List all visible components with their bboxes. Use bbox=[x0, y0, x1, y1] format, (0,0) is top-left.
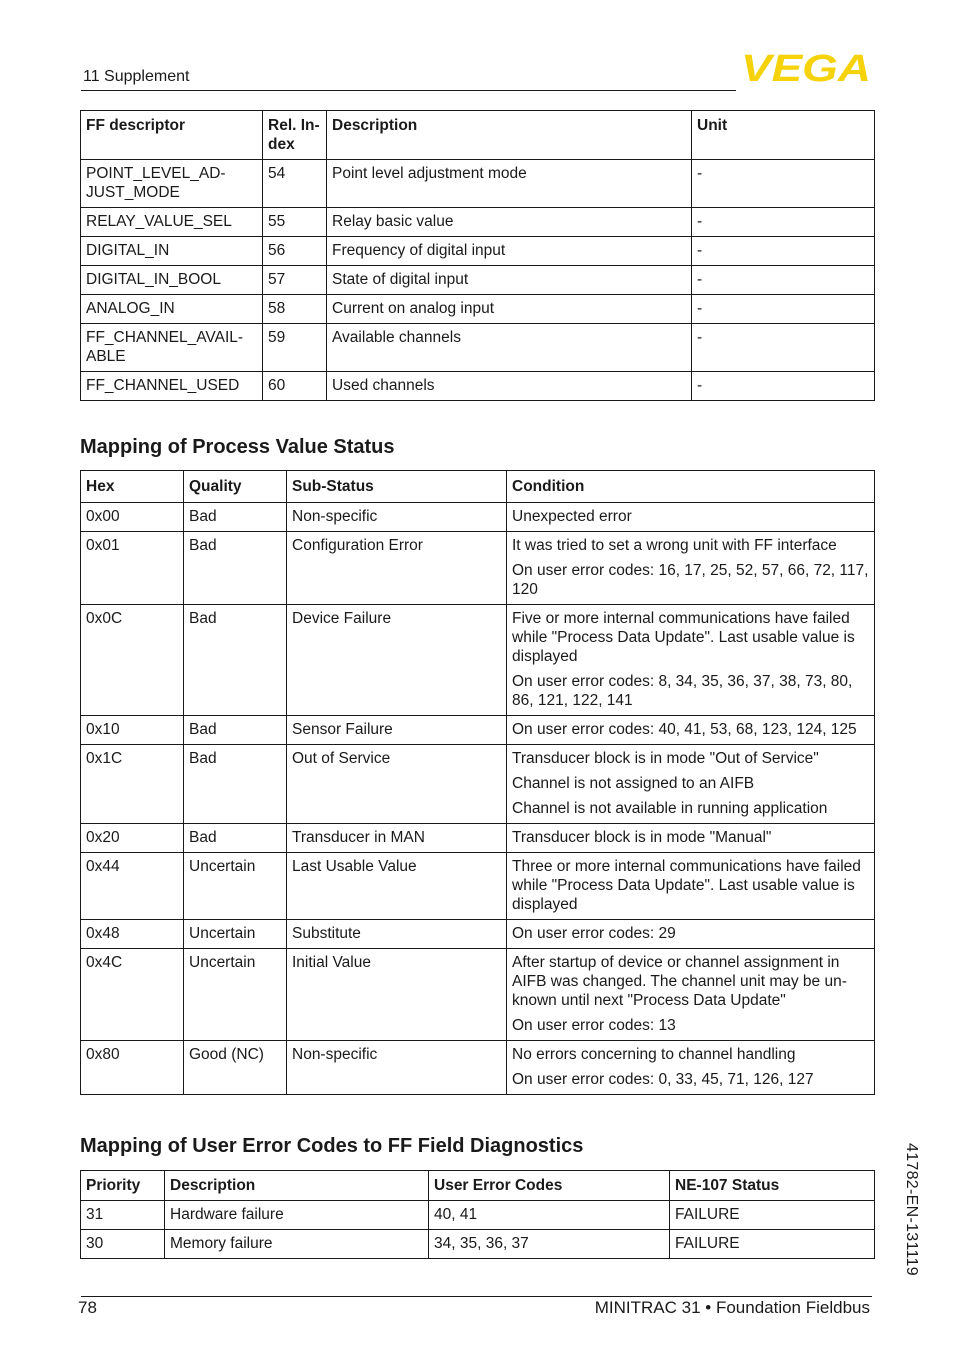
condition-cell bbox=[507, 716, 875, 745]
table-row bbox=[81, 605, 875, 716]
hex-cell: 0x10 bbox=[81, 716, 184, 745]
condition-cell bbox=[507, 532, 875, 605]
condition-line: Three or more internal communications have failed while "Process Data Update". Last usable value is displayed bbox=[512, 858, 861, 913]
hex-cell: 0x20 bbox=[81, 824, 184, 853]
table-row bbox=[81, 324, 875, 372]
hex-cell: 0x00 bbox=[81, 503, 184, 532]
hex-cell: 0x80 bbox=[81, 1041, 184, 1095]
section-label: 11 Supplement bbox=[83, 68, 190, 85]
product-name: MINITRAC 31 • Foundation Fieldbus bbox=[594, 1298, 870, 1317]
quality-cell: Bad bbox=[184, 605, 287, 716]
condition-line: No errors concerning to channel handling bbox=[512, 1046, 796, 1063]
error-codes-cell: 34, 35, 36, 37 bbox=[429, 1230, 670, 1259]
table-row bbox=[81, 920, 875, 949]
document-code: 41782-EN-131119 bbox=[903, 1143, 920, 1276]
hex-cell: 0x01 bbox=[81, 532, 184, 605]
table-row bbox=[81, 824, 875, 853]
table-row bbox=[81, 716, 875, 745]
condition-cell bbox=[507, 824, 875, 853]
description-cell: Relay basic value bbox=[327, 208, 692, 237]
index-cell: 54 bbox=[263, 160, 327, 208]
column-header: Quality bbox=[184, 471, 287, 503]
condition-line: Five or more internal communications have failed while "Process Data Update". Last usable value is displayed bbox=[512, 610, 855, 665]
unit-cell: - bbox=[692, 324, 875, 372]
condition-line: Channel is not available in running application bbox=[512, 800, 828, 817]
descriptor-cell: ANALOG_IN bbox=[81, 295, 263, 324]
condition-cell bbox=[507, 503, 875, 532]
substatus-cell: Initial Value bbox=[287, 949, 507, 1041]
descriptor-cell: DIGITAL_IN_BOOL bbox=[81, 266, 263, 295]
quality-cell: Uncertain bbox=[184, 853, 287, 920]
table-row bbox=[81, 532, 875, 605]
quality-cell: Bad bbox=[184, 532, 287, 605]
substatus-cell: Sensor Failure bbox=[287, 716, 507, 745]
condition-line: On user error codes: 29 bbox=[512, 925, 676, 942]
descriptor-cell: FF_CHANNEL_USED bbox=[81, 372, 263, 401]
hex-cell: 0x44 bbox=[81, 853, 184, 920]
process-value-status-table bbox=[80, 470, 875, 1095]
substatus-cell: Transducer in MAN bbox=[287, 824, 507, 853]
column-header: FF descriptor bbox=[81, 111, 263, 160]
unit-cell: - bbox=[692, 266, 875, 295]
priority-cell: 30 bbox=[81, 1230, 165, 1259]
condition-line: Channel is not assigned to an AIFB bbox=[512, 775, 755, 792]
page-number: 78 bbox=[78, 1298, 97, 1317]
condition-line: On user error codes: 40, 41, 53, 68, 123, 124, 125 bbox=[512, 721, 857, 738]
substatus-cell: Device Failure bbox=[287, 605, 507, 716]
column-header: NE-107 Status bbox=[670, 1171, 875, 1201]
hex-cell: 0x1C bbox=[81, 745, 184, 824]
table-row bbox=[81, 372, 875, 401]
condition-cell bbox=[507, 605, 875, 716]
table-row bbox=[81, 295, 875, 324]
condition-line: On user error codes: 8, 34, 35, 36, 37, 38, 73, 80, 86, 121, 122, 141 bbox=[512, 673, 853, 709]
quality-cell: Good (NC) bbox=[184, 1041, 287, 1095]
column-header: Sub-Status bbox=[287, 471, 507, 503]
table-row bbox=[81, 853, 875, 920]
table-row bbox=[81, 1230, 875, 1259]
vega-logo bbox=[740, 50, 872, 84]
unit-cell: - bbox=[692, 295, 875, 324]
description-cell: Hardware failure bbox=[165, 1201, 429, 1230]
column-header: Priority bbox=[81, 1171, 165, 1201]
substatus-cell: Last Usable Value bbox=[287, 853, 507, 920]
index-cell: 58 bbox=[263, 295, 327, 324]
condition-line: Unexpected error bbox=[512, 508, 632, 525]
column-header: Rel. In- dex bbox=[263, 111, 327, 160]
unit-cell: - bbox=[692, 208, 875, 237]
index-cell: 60 bbox=[263, 372, 327, 401]
column-header: Condition bbox=[507, 471, 875, 503]
unit-cell: - bbox=[692, 160, 875, 208]
ne107-status-cell: FAILURE bbox=[670, 1201, 875, 1230]
priority-cell: 31 bbox=[81, 1201, 165, 1230]
hex-cell: 0x48 bbox=[81, 920, 184, 949]
quality-cell: Bad bbox=[184, 716, 287, 745]
substatus-cell: Non-specific bbox=[287, 1041, 507, 1095]
ff-descriptor-table bbox=[80, 110, 875, 401]
description-cell: Used channels bbox=[327, 372, 692, 401]
substatus-cell: Non-specific bbox=[287, 503, 507, 532]
table-row bbox=[81, 266, 875, 295]
section-heading: Mapping of Process Value Status bbox=[80, 436, 395, 458]
index-cell: 55 bbox=[263, 208, 327, 237]
condition-cell bbox=[507, 920, 875, 949]
table-row bbox=[81, 949, 875, 1041]
table-row bbox=[81, 1041, 875, 1095]
descriptor-cell: FF_CHANNEL_AVAIL- ABLE bbox=[81, 324, 263, 372]
descriptor-cell: DIGITAL_IN bbox=[81, 237, 263, 266]
column-header: Hex bbox=[81, 471, 184, 503]
substatus-cell: Configuration Error bbox=[287, 532, 507, 605]
condition-line: Transducer block is in mode "Out of Service" bbox=[512, 750, 819, 767]
condition-line: Transducer block is in mode "Manual" bbox=[512, 829, 772, 846]
footer-rule bbox=[81, 1296, 872, 1297]
user-error-codes-table bbox=[80, 1170, 875, 1259]
quality-cell: Bad bbox=[184, 745, 287, 824]
table-row bbox=[81, 1201, 875, 1230]
descriptor-cell: POINT_LEVEL_AD- JUST_MODE bbox=[81, 160, 263, 208]
ne107-status-cell: FAILURE bbox=[670, 1230, 875, 1259]
condition-cell bbox=[507, 853, 875, 920]
description-cell: Point level adjustment mode bbox=[327, 160, 692, 208]
condition-line: After startup of device or channel assignment in AIFB was changed. The channel unit may be un-known until next "Process Data Update" bbox=[512, 954, 847, 1009]
index-cell: 57 bbox=[263, 266, 327, 295]
condition-cell bbox=[507, 745, 875, 824]
column-header: Description bbox=[327, 111, 692, 160]
table-header-row bbox=[81, 471, 875, 503]
unit-cell: - bbox=[692, 372, 875, 401]
table-row bbox=[81, 503, 875, 532]
description-cell: Current on analog input bbox=[327, 295, 692, 324]
descriptor-cell: RELAY_VALUE_SEL bbox=[81, 208, 263, 237]
table-row bbox=[81, 160, 875, 208]
description-cell: State of digital input bbox=[327, 266, 692, 295]
table-row bbox=[81, 745, 875, 824]
condition-cell bbox=[507, 1041, 875, 1095]
column-header: Description bbox=[165, 1171, 429, 1201]
description-cell: Available channels bbox=[327, 324, 692, 372]
table-row bbox=[81, 237, 875, 266]
quality-cell: Uncertain bbox=[184, 949, 287, 1041]
condition-line: On user error codes: 16, 17, 25, 52, 57, 66, 72, 117, 120 bbox=[512, 562, 869, 598]
svg-text:VEGA: VEGA bbox=[741, 50, 871, 84]
condition-line: On user error codes: 13 bbox=[512, 1017, 676, 1034]
quality-cell: Uncertain bbox=[184, 920, 287, 949]
description-cell: Frequency of digital input bbox=[327, 237, 692, 266]
quality-cell: Bad bbox=[184, 503, 287, 532]
condition-cell bbox=[507, 949, 875, 1041]
condition-line: It was tried to set a wrong unit with FF interface bbox=[512, 537, 837, 554]
substatus-cell: Substitute bbox=[287, 920, 507, 949]
table-header-row bbox=[81, 1171, 875, 1201]
column-header: User Error Codes bbox=[429, 1171, 670, 1201]
index-cell: 59 bbox=[263, 324, 327, 372]
table-header-row bbox=[81, 111, 875, 160]
column-header: Unit bbox=[692, 111, 875, 160]
unit-cell: - bbox=[692, 237, 875, 266]
hex-cell: 0x4C bbox=[81, 949, 184, 1041]
description-cell: Memory failure bbox=[165, 1230, 429, 1259]
substatus-cell: Out of Service bbox=[287, 745, 507, 824]
section-heading: Mapping of User Error Codes to FF Field Diagnostics bbox=[80, 1135, 584, 1157]
quality-cell: Bad bbox=[184, 824, 287, 853]
header-rule bbox=[81, 90, 736, 91]
index-cell: 56 bbox=[263, 237, 327, 266]
table-row bbox=[81, 208, 875, 237]
condition-line: On user error codes: 0, 33, 45, 71, 126, 127 bbox=[512, 1071, 814, 1088]
hex-cell: 0x0C bbox=[81, 605, 184, 716]
error-codes-cell: 40, 41 bbox=[429, 1201, 670, 1230]
